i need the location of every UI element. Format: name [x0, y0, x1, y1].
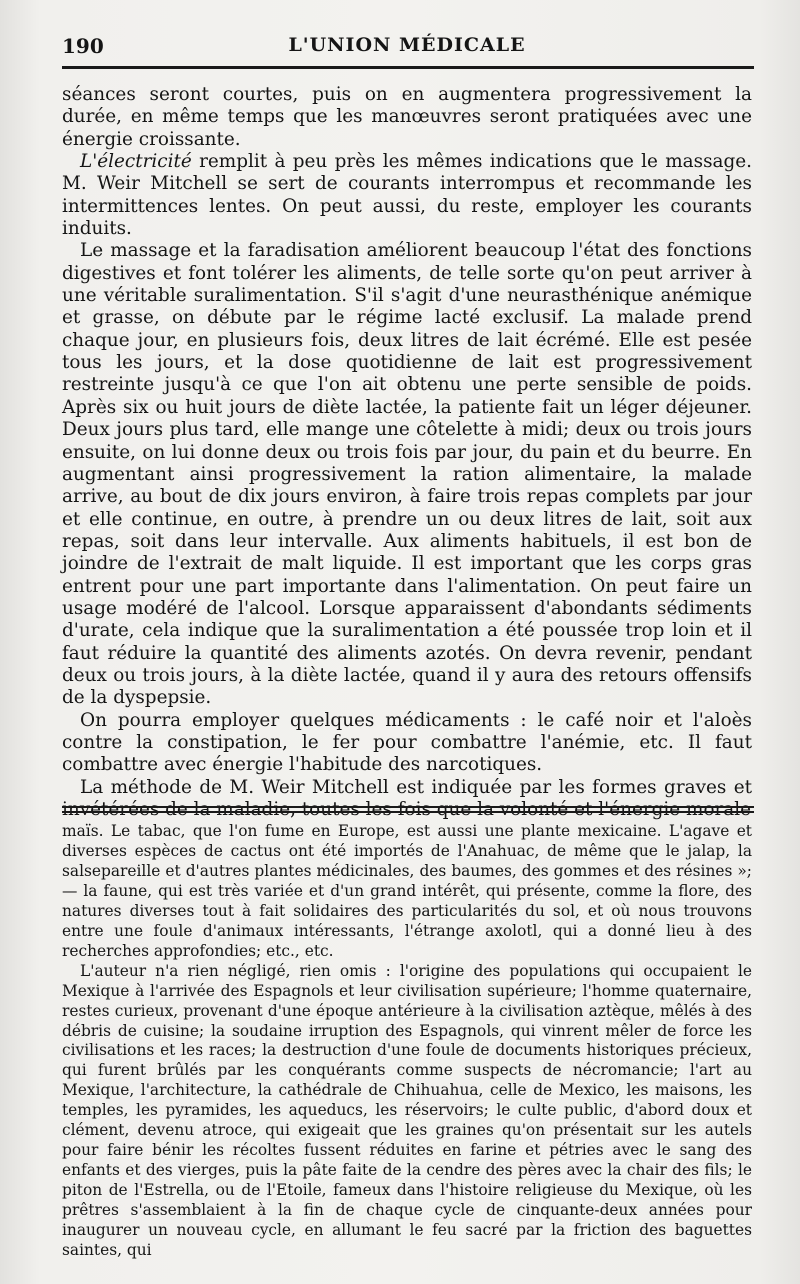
main-paragraph-2-text: remplit à peu près les mêmes indications que le massage. M. Weir Mitchell se sert de courants interrompus et recommande les intermittences lentes. On peut aussi, du reste, employer les courants induits.	[62, 151, 752, 240]
main-paragraph-2	[62, 151, 752, 240]
footnote-separator	[62, 806, 754, 813]
footnote	[62, 822, 752, 1261]
main-paragraph-1: séances seront courtes, puis on en augmentera progressivement la durée, en même temps que les manœuvres seront pratiquées avec une énergie croissante.	[62, 84, 752, 150]
footnote-paragraph-2: L'auteur n'a rien négligé, rien omis : l'origine des populations qui occupaient le Mexique à l'arrivée des Espagnols et leur civilisation supérieure; l'homme quaternaire, restes curieux, provenant d'une époque antérieure à la civilisation aztèque, mêlés à des débris de cuisine; la soudaine irruption des Espagnols, qui vinrent mêler de force les civilisations et les races; la destruction d'une foule de documents historiques précieux, qui furent brûlés par les conquérants comme suspects de nécromancie; l'art au Mexique, l'architecture, la cathédrale de Chihuahua, celle de Mexico, les maisons, les temples, les pyramides, les aqueducs, les réservoirs; le culte public, d'abord doux et clément, devenu atroce, qui exigeait que les graines qu'on présentait sur les autels pour faire bénir les récoltes fussent réduites en farine et pétries avec le sang des enfants et des vierges, puis la pâte faite de la cendre des pères avec la chair des fils; le piton de l'Estrella, ou de l'Etoile, fameux dans l'histoire religieuse du Mexique, où les prêtres s'assemblaient à la fin de chaque cycle de cinquante-deux années pour inaugurer un nouveau cycle, en allumant le feu sacré par la friction des baguettes saintes, qui	[62, 961, 752, 1260]
main-text	[62, 84, 752, 821]
page-header	[62, 30, 752, 64]
page-number: 190	[62, 34, 104, 58]
footnote-paragraph-1: maïs. Le tabac, que l'on fume en Europe, est aussi une plante mexicaine. L'agave et diverses espèces de cactus ont été importés de l'Anahuac, de même que le jalap, la salsepareille et d'autres plantes médicinales, des baumes, des gommes et des résines »; — la faune, qui est très variée et d'un grand intérêt, qui présente, comme la flore, des natures diverses tout à fait solidaires des particularités du sol, et où nous trouvons entre une foule d'animaux intéressants, l'étrange axolotl, qui a donné lieu à des recherches approfondies; etc., etc.	[62, 822, 752, 960]
running-title: L'UNION MÉDICALE	[288, 34, 526, 56]
main-paragraph-5: La méthode de M. Weir Mitchell est indiquée par les formes graves et invétérées de la maladie, toutes les fois que la volonté et l'énergie morale	[62, 776, 752, 820]
main-paragraph-3: Le massage et la faradisation améliorent beaucoup l'état des fonctions digestives et font tolérer les aliments, de telle sorte qu'on peut arriver à une véritable suralimentation. S'il s'agit d'une neurasthénique anémique et grasse, on débute par le régime lacté exclusif. La malade prend chaque jour, en plusieurs fois, deux litres de lait écrémé. Elle est pesée tous les jours, et la dose quotidienne de lait est progressivement restreinte jusqu'à ce que l'on ait obtenu une perte sensible de poids. Après six ou huit jours de diète lactée, la patiente fait un léger déjeuner. Deux jours plus tard, elle mange une côtelette à midi; deux ou trois jours ensuite, on lui donne deux ou trois fois par jour, du pain et du beurre. En augmentant ainsi progressivement la ration alimentaire, la malade arrive, au bout de dix jours environ, à faire trois repas complets par jour et elle continue, en outre, à prendre un ou deux litres de lait, soit aux repas, soit dans leur intervalle. Aux aliments habituels, il est bon de joindre de l'extrait de malt liquide. Il est important que les corps gras entrent pour une part importante dans l'alimentation. On peut faire un usage modéré de l'alcool. Lorsque apparaissent d'abondants sédiments d'urate, cela indique que la suralimentation a été poussée trop loin et il faut réduire la quantité des aliments azotés. On devra revenir, pendant deux ou trois jours, à la diète lactée, quand il y aura des retours offensifs de la dyspepsie.	[62, 240, 752, 709]
electricite-term: L'électricité	[80, 151, 192, 173]
header-rule	[62, 66, 754, 69]
main-paragraph-4: On pourra employer quelques médicaments : le café noir et l'aloès contre la constipation, le fer pour combattre l'anémie, etc. Il faut combattre avec énergie l'habitude des narcotiques.	[62, 709, 752, 776]
